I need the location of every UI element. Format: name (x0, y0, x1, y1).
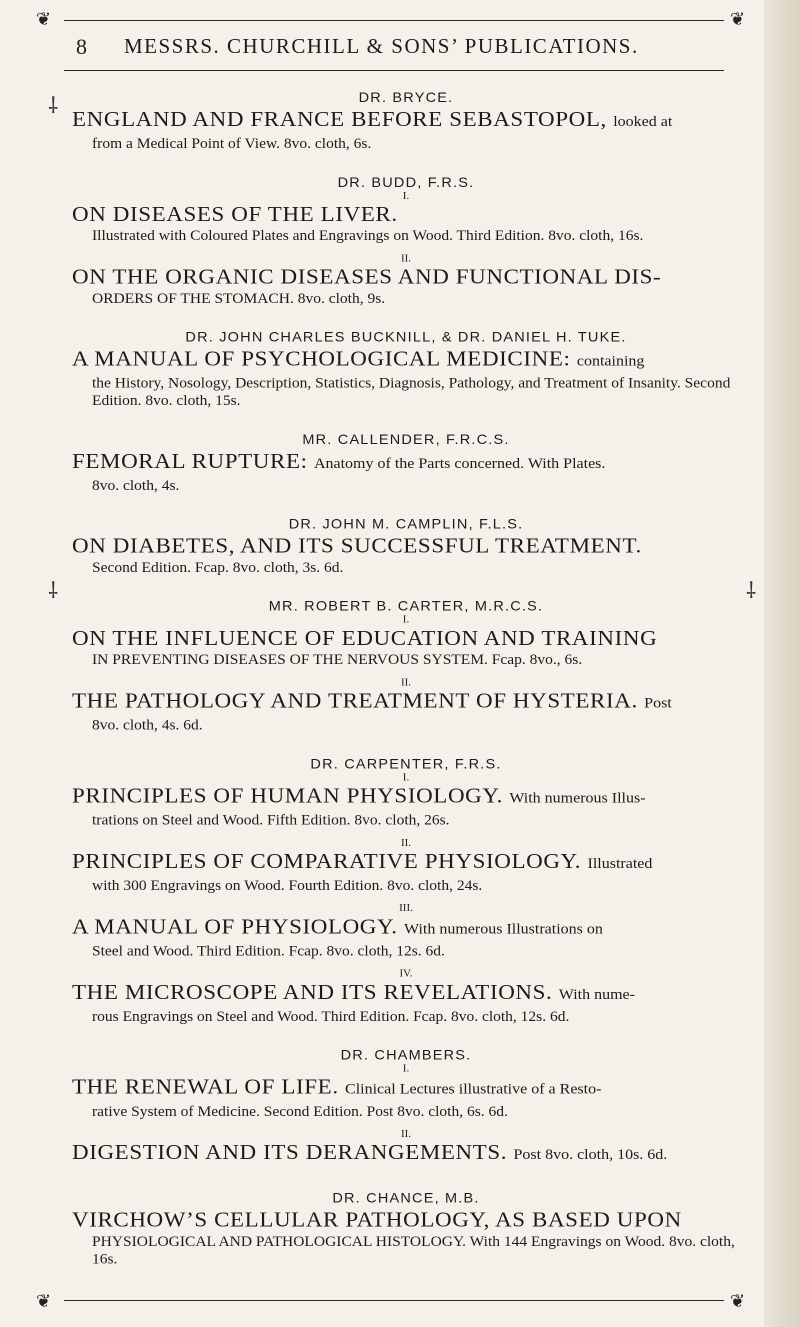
work-numeral: IV. (399, 968, 413, 980)
work-description: the History, Nosology, Description, Statistics, Diagnosis, Pathology, and Treatment of Insanity. Second Edition. 8vo. cloth, 15s. (92, 375, 731, 409)
work-title-line (72, 264, 740, 290)
work-title-line (72, 107, 740, 136)
work-title-line (72, 202, 740, 228)
work-title-line (72, 346, 740, 375)
work-numeral: II. (400, 1128, 412, 1140)
margin-ornament-left-2: ⸸ (48, 578, 59, 603)
work-title: DIGESTION AND ITS DERANGEMENTS. (72, 1140, 508, 1164)
work-numeral: II. (400, 253, 412, 265)
work-description: PHYSIOLOGICAL AND PATHOLOGICAL HISTOLOGY. With 144 Engravings on Wood. 8vo. cloth, 16s. (92, 1233, 735, 1267)
work-title: THE MICROSCOPE AND ITS REVELATIONS. (72, 980, 553, 1004)
work-title-tail: Post (644, 695, 672, 712)
work-numeral: I. (402, 614, 410, 626)
work-description: from a Medical Point of View. 8vo. cloth, 6s. (92, 136, 372, 152)
work-title-tail: With nume- (558, 986, 635, 1003)
page-edge-shadow (764, 0, 800, 1327)
work-title-tail: Anatomy of the Parts concerned. With Plates. (313, 455, 606, 472)
work-numeral: I. (402, 772, 410, 784)
work-title-tail: With numerous Illustrations on (403, 921, 603, 938)
author-heading: DR. JOHN CHARLES BUCKNILL, & DR. DANIEL H. TUKE. (185, 330, 627, 346)
author-heading: DR. BUDD, F.R.S. (337, 175, 475, 191)
work-description: rative System of Medicine. Second Edition. Post 8vo. cloth, 6s. 6d. (92, 1103, 508, 1120)
work-title-line (72, 688, 740, 717)
work-title: ON THE ORGANIC DISEASES AND FUNCTIONAL DIS- (72, 265, 662, 289)
corner-ornament-bottom-left: ❦ (36, 1291, 52, 1311)
work-title-tail: looked at (613, 113, 673, 130)
work-title-line (72, 849, 740, 878)
corner-ornament-bottom-right: ❦ (730, 1291, 746, 1311)
work-title-tail: With numerous Illus- (509, 790, 646, 807)
author-heading: DR. JOHN M. CAMPLIN, F.L.S. (288, 517, 524, 533)
work-title-tail: Clinical Lectures illustrative of a Resto- (345, 1081, 602, 1098)
work-title: FEMORAL RUPTURE: (72, 449, 308, 473)
work-description: Second Edition. Fcap. 8vo. cloth, 3s. 6d. (92, 560, 344, 576)
work-title: THE PATHOLOGY AND TREATMENT OF HYSTERIA. (72, 689, 638, 713)
work-title: VIRCHOW’S CELLULAR PATHOLOGY, AS BASED UPON (72, 1207, 682, 1232)
author-heading: DR. CHANCE, M.B. (332, 1191, 480, 1207)
work-title-line (72, 625, 740, 651)
work-title: ON THE INFLUENCE OF EDUCATION AND TRAINING (72, 626, 658, 650)
work-description: Steel and Wood. Third Edition. Fcap. 8vo. cloth, 12s. 6d. (92, 943, 445, 960)
work-description: with 300 Engravings on Wood. Fourth Edition. 8vo. cloth, 24s. (92, 878, 483, 894)
corner-ornament-top-left: ❦ (36, 9, 52, 29)
work-numeral: I. (402, 1063, 410, 1075)
author-heading: MR. CALLENDER, F.R.C.S. (302, 432, 510, 448)
top-rule (64, 20, 724, 21)
work-title: ENGLAND AND FRANCE BEFORE SEBASTOPOL, (72, 107, 607, 131)
page-number: 8 (76, 34, 87, 59)
work-numeral: I. (402, 190, 410, 202)
margin-ornament-right-1: ⸸ (746, 578, 757, 603)
work-title-tail: containing (576, 353, 645, 370)
work-title: A MANUAL OF PSYCHOLOGICAL MEDICINE: (72, 347, 571, 371)
work-description: ORDERS OF THE STOMACH. 8vo. cloth, 9s. (92, 290, 386, 307)
corner-ornament-top-right: ❦ (730, 9, 746, 29)
work-description: rous Engravings on Steel and Wood. Third Edition. Fcap. 8vo. cloth, 12s. 6d. (92, 1008, 570, 1025)
page-header (0, 34, 800, 64)
bottom-rule (64, 1300, 724, 1301)
work-title: ON DIABETES, AND ITS SUCCESSFUL TREATMENT. (72, 534, 642, 558)
work-numeral: III. (399, 902, 413, 914)
work-title-line (72, 783, 740, 812)
work-title-line (72, 1074, 740, 1103)
work-description: Illustrated with Coloured Plates and Engravings on Wood. Third Edition. 8vo. cloth, 16s. (92, 228, 644, 244)
running-title: MESSRS. CHURCHILL & SONS’ PUBLICATIONS. (124, 34, 639, 58)
work-numeral: II. (400, 837, 412, 849)
author-heading: DR. CHAMBERS. (340, 1048, 472, 1064)
author-heading: DR. CARPENTER, F.R.S. (310, 757, 502, 773)
work-title: A MANUAL OF PHYSIOLOGY. (72, 914, 398, 938)
work-title-line (72, 1140, 740, 1169)
work-title-line (72, 1207, 740, 1233)
work-description: trations on Steel and Wood. Fifth Edition. 8vo. cloth, 26s. (92, 812, 450, 829)
work-description: 8vo. cloth, 4s. (92, 478, 180, 494)
work-title-line (72, 533, 740, 559)
margin-ornament-left-1: ⸸ (48, 93, 59, 118)
work-title-tail: Illustrated (587, 855, 653, 872)
work-title: PRINCIPLES OF COMPARATIVE PHYSIOLOGY. (72, 849, 582, 873)
work-title: PRINCIPLES OF HUMAN PHYSIOLOGY. (72, 784, 503, 808)
work-title-line (72, 914, 740, 943)
work-numeral: II. (400, 677, 412, 689)
work-description: 8vo. cloth, 4s. 6d. (92, 717, 203, 734)
work-description: IN PREVENTING DISEASES OF THE NERVOUS SYSTEM. Fcap. 8vo., 6s. (92, 652, 583, 668)
work-title-line (72, 449, 740, 478)
publication-list (72, 90, 740, 1290)
author-heading: MR. ROBERT B. CARTER, M.R.C.S. (268, 599, 544, 615)
header-rule (64, 70, 724, 71)
work-title: THE RENEWAL OF LIFE. (72, 1075, 339, 1099)
work-title-tail: Post 8vo. cloth, 10s. 6d. (513, 1147, 668, 1163)
work-title-line (72, 979, 740, 1008)
work-title: ON DISEASES OF THE LIVER. (72, 202, 398, 226)
author-heading: DR. BRYCE. (358, 90, 454, 106)
